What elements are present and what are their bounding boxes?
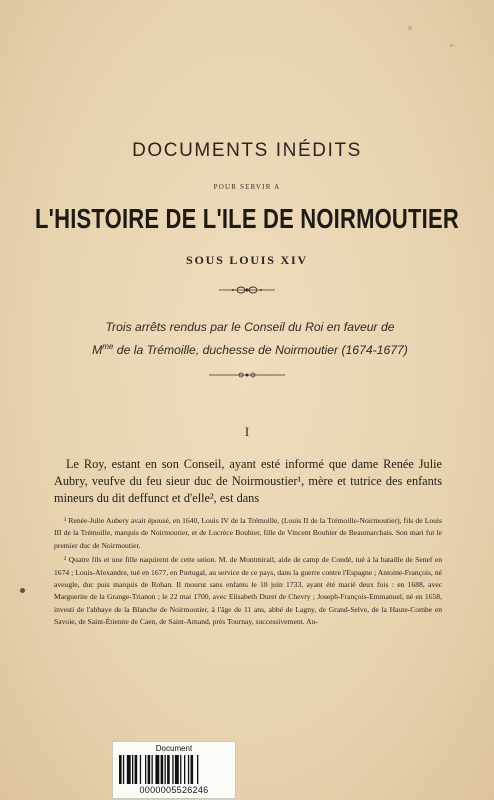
sous-louis-subtitle: SOUS LOUIS XIV <box>186 253 308 267</box>
foxing-spot <box>408 26 412 30</box>
barcode-bar <box>184 755 185 784</box>
subtitle-line-1: Trois arrêts rendus par le Conseil du Roi en faveur de <box>105 320 395 334</box>
ornament-divider <box>0 285 494 295</box>
subtitle-line-2 <box>60 337 440 360</box>
barcode-bar <box>119 755 122 784</box>
foxing-spot <box>450 44 453 47</box>
barcode-bar <box>188 755 189 784</box>
section-number: I <box>244 424 250 439</box>
barcode-bar <box>191 755 194 784</box>
foxing-spot <box>20 588 25 593</box>
barcode-bar <box>167 755 170 784</box>
barcode-label: Document <box>155 744 193 753</box>
documents-inedits-title: DOCUMENTS INÉDITS <box>132 140 362 161</box>
barcode-bar <box>127 755 131 784</box>
barcode-bar <box>140 755 141 784</box>
barcode-bar <box>148 755 151 784</box>
barcode-bar <box>180 755 181 784</box>
barcode-bar <box>135 755 138 784</box>
barcode-bar <box>152 755 153 784</box>
ornament-divider-small <box>0 370 494 380</box>
histoire-title: L'HISTOIRE DE L'ILE DE NOIRMOUTIER <box>35 203 459 235</box>
barcode-icon <box>119 755 229 784</box>
library-barcode-label <box>112 741 236 799</box>
barcode-bar <box>145 755 146 784</box>
footnotes <box>54 515 442 631</box>
barcode-bar <box>172 755 173 784</box>
subtitle-line-2-rest: de la Trémoille, duchesse de Noirmoutier (1674-1677) <box>113 343 408 358</box>
footnote-2: ² Quatre fils et une fille naquirent de cette union. M. de Montmirail, aide de camp de Condé, tué à la bataille de Senef en 1674 ; Louis-Alexandre, tué en 1677, en Portugal, au service de ce pays, dans la guerre contre l'Espagne ; Antoine-François, né aveugle, duc puis marquis de Rohan. Il mourut sans enfants le 18 juin 1733, ayant été marié deux fois : en 1688, avec Marguerite de la Grange-Trianon ; le 22 mai 1700, avec Elisabeth Duret de Chevry ; Joseph-François-Emmanuel, né en 1658, investi de l'abbaye de la Blanche de Noirmoutier, à l'âge de 11 ans, abbé de Lagny, de Grand-Selve, de la Haute-Combe en Savoie, de Saint-Étienne de Caen, de Saint-Amand, près Tournay, successivement. Au- <box>54 555 442 627</box>
body-text <box>54 456 442 507</box>
arrets-subtitle <box>60 318 440 360</box>
barcode-bar <box>165 755 166 784</box>
barcode-number: 0000005526246 <box>139 785 209 795</box>
barcode-bar <box>161 755 164 784</box>
body-paragraph: Le Roy, estant en son Conseil, ayant esté informé que dame Renée Julie Aubry, veufve du feu sieur duc de Noirmoustier¹, mère et tutrice des enfants mineurs du dit deffunct et d'elle², est dans <box>54 457 442 505</box>
subtitle-me-sup: me <box>102 342 114 351</box>
pour-servir-line: POUR SERVIR A <box>213 183 281 191</box>
barcode-bar <box>132 755 133 784</box>
barcode-bar <box>155 755 159 784</box>
barcode-bar <box>197 755 198 784</box>
footnote-1: ¹ Renée-Julie Aubery avait épousé, en 1640, Louis IV de la Trémoille, (Louis II de la Trémoille-Noirmoutier), fils de Louis III de la Trémoille, marquis de Noirmoutier, et de Lucrèce Bouhier, fille de Vincent Bouhier de Beaumarchais. Son mari fut le premier duc de Noirmoutier. <box>54 516 442 550</box>
subtitle-m: M <box>92 343 103 358</box>
barcode-bar <box>123 755 124 784</box>
barcode-bar <box>175 755 179 784</box>
